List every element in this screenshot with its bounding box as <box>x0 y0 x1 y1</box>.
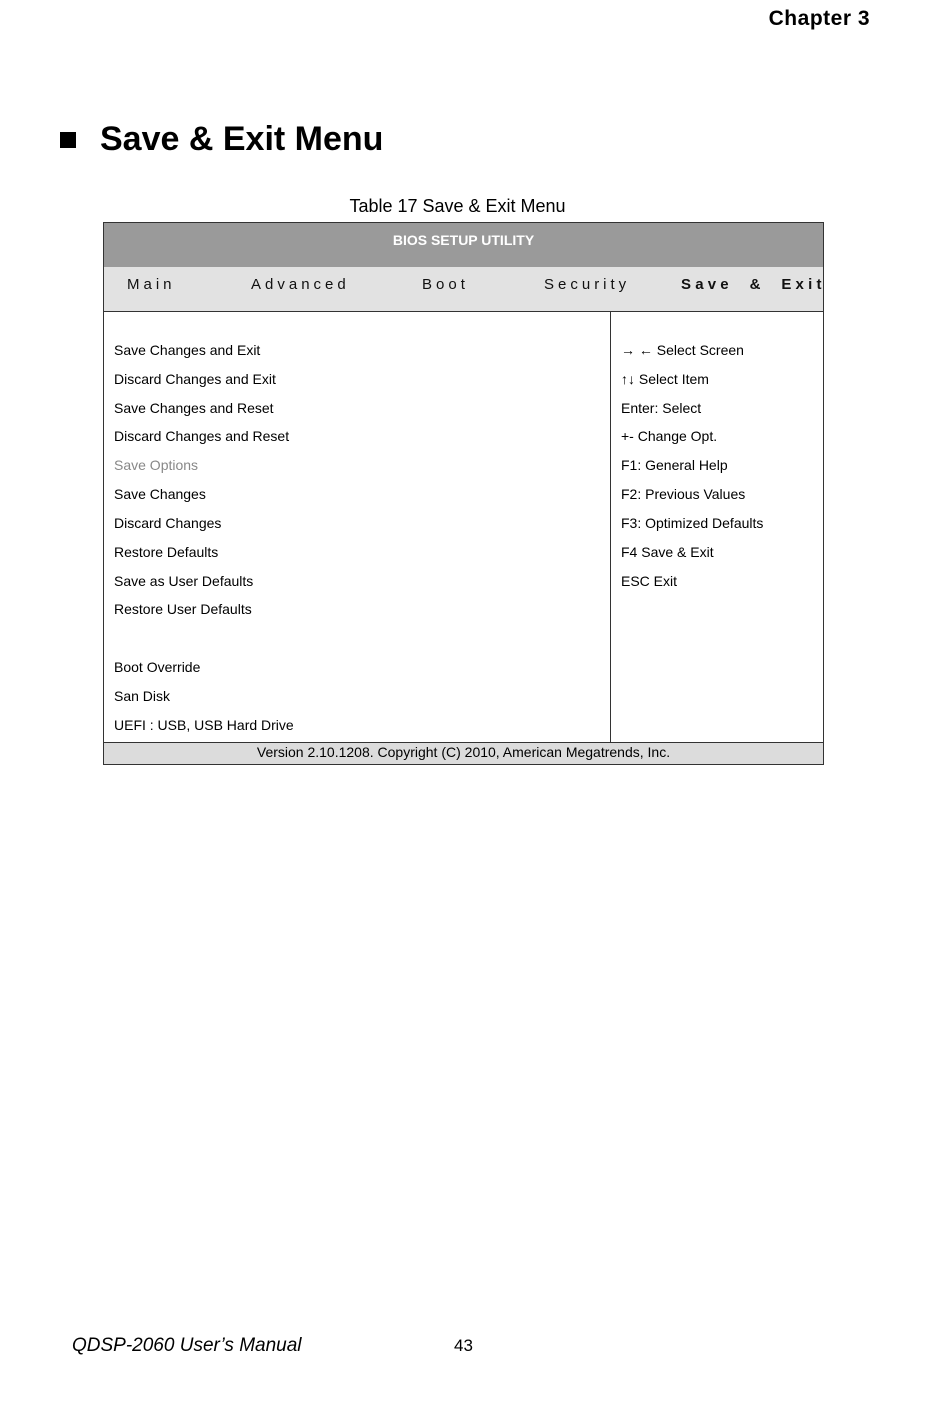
save-options-heading: Save Options <box>114 457 199 473</box>
table-caption: Table 17 Save & Exit Menu <box>349 196 566 216</box>
help-select-item: ↑↓ Select Item <box>621 371 709 387</box>
boot-override-heading: Boot Override <box>114 659 201 675</box>
bios-title-bar: BIOS SETUP UTILITY <box>104 223 823 268</box>
option-save-as-user-defaults[interactable]: Save as User Defaults <box>114 573 254 589</box>
manual-title: QDSP-2060 User’s Manual <box>72 1335 302 1356</box>
option-restore-user-defaults[interactable]: Restore User Defaults <box>114 601 252 617</box>
option-save-changes-and-reset[interactable]: Save Changes and Reset <box>114 400 274 416</box>
option-discard-changes-and-exit[interactable]: Discard Changes and Exit <box>114 371 276 387</box>
section-title: Save & Exit Menu <box>100 120 384 158</box>
help-optimized-defaults: F3: Optimized Defaults <box>621 515 764 531</box>
page-number: 43 <box>454 1336 473 1355</box>
option-boot-san-disk[interactable]: San Disk <box>114 688 171 704</box>
help-save-exit: F4 Save & Exit <box>621 544 714 560</box>
option-restore-defaults[interactable]: Restore Defaults <box>114 544 219 560</box>
help-general-help: F1: General Help <box>621 457 728 473</box>
help-previous-values: F2: Previous Values <box>621 486 746 502</box>
help-change-opt: +- Change Opt. <box>621 428 718 444</box>
menu-tab-main[interactable]: Main <box>127 276 176 293</box>
menu-tab-security[interactable]: Security <box>544 276 631 293</box>
help-enter-select: Enter: Select <box>621 400 702 416</box>
bios-help-panel <box>611 312 823 744</box>
menu-tab-advanced[interactable]: Advanced <box>251 276 350 293</box>
square-bullet-icon <box>60 132 76 148</box>
bios-setup-screen <box>103 222 824 765</box>
option-discard-changes[interactable]: Discard Changes <box>114 515 222 531</box>
menu-tab-boot[interactable]: Boot <box>422 276 469 293</box>
section-heading <box>60 120 383 159</box>
help-select-screen: → ← Select Screen <box>621 342 744 358</box>
bios-options-panel <box>104 312 611 744</box>
help-esc-exit: ESC Exit <box>621 573 678 589</box>
option-boot-uefi-usb[interactable]: UEFI : USB, USB Hard Drive <box>114 717 294 733</box>
bios-menu-bar <box>104 267 826 312</box>
option-save-changes-and-exit[interactable]: Save Changes and Exit <box>114 342 261 358</box>
option-save-changes[interactable]: Save Changes <box>114 486 206 502</box>
bios-version-footer: Version 2.10.1208. Copyright (C) 2010, American Megatrends, Inc. <box>104 742 823 764</box>
option-discard-changes-and-reset[interactable]: Discard Changes and Reset <box>114 428 290 444</box>
menu-tab-save-exit[interactable]: Save & Exit <box>681 276 826 293</box>
chapter-header: Chapter 3 <box>768 7 870 30</box>
